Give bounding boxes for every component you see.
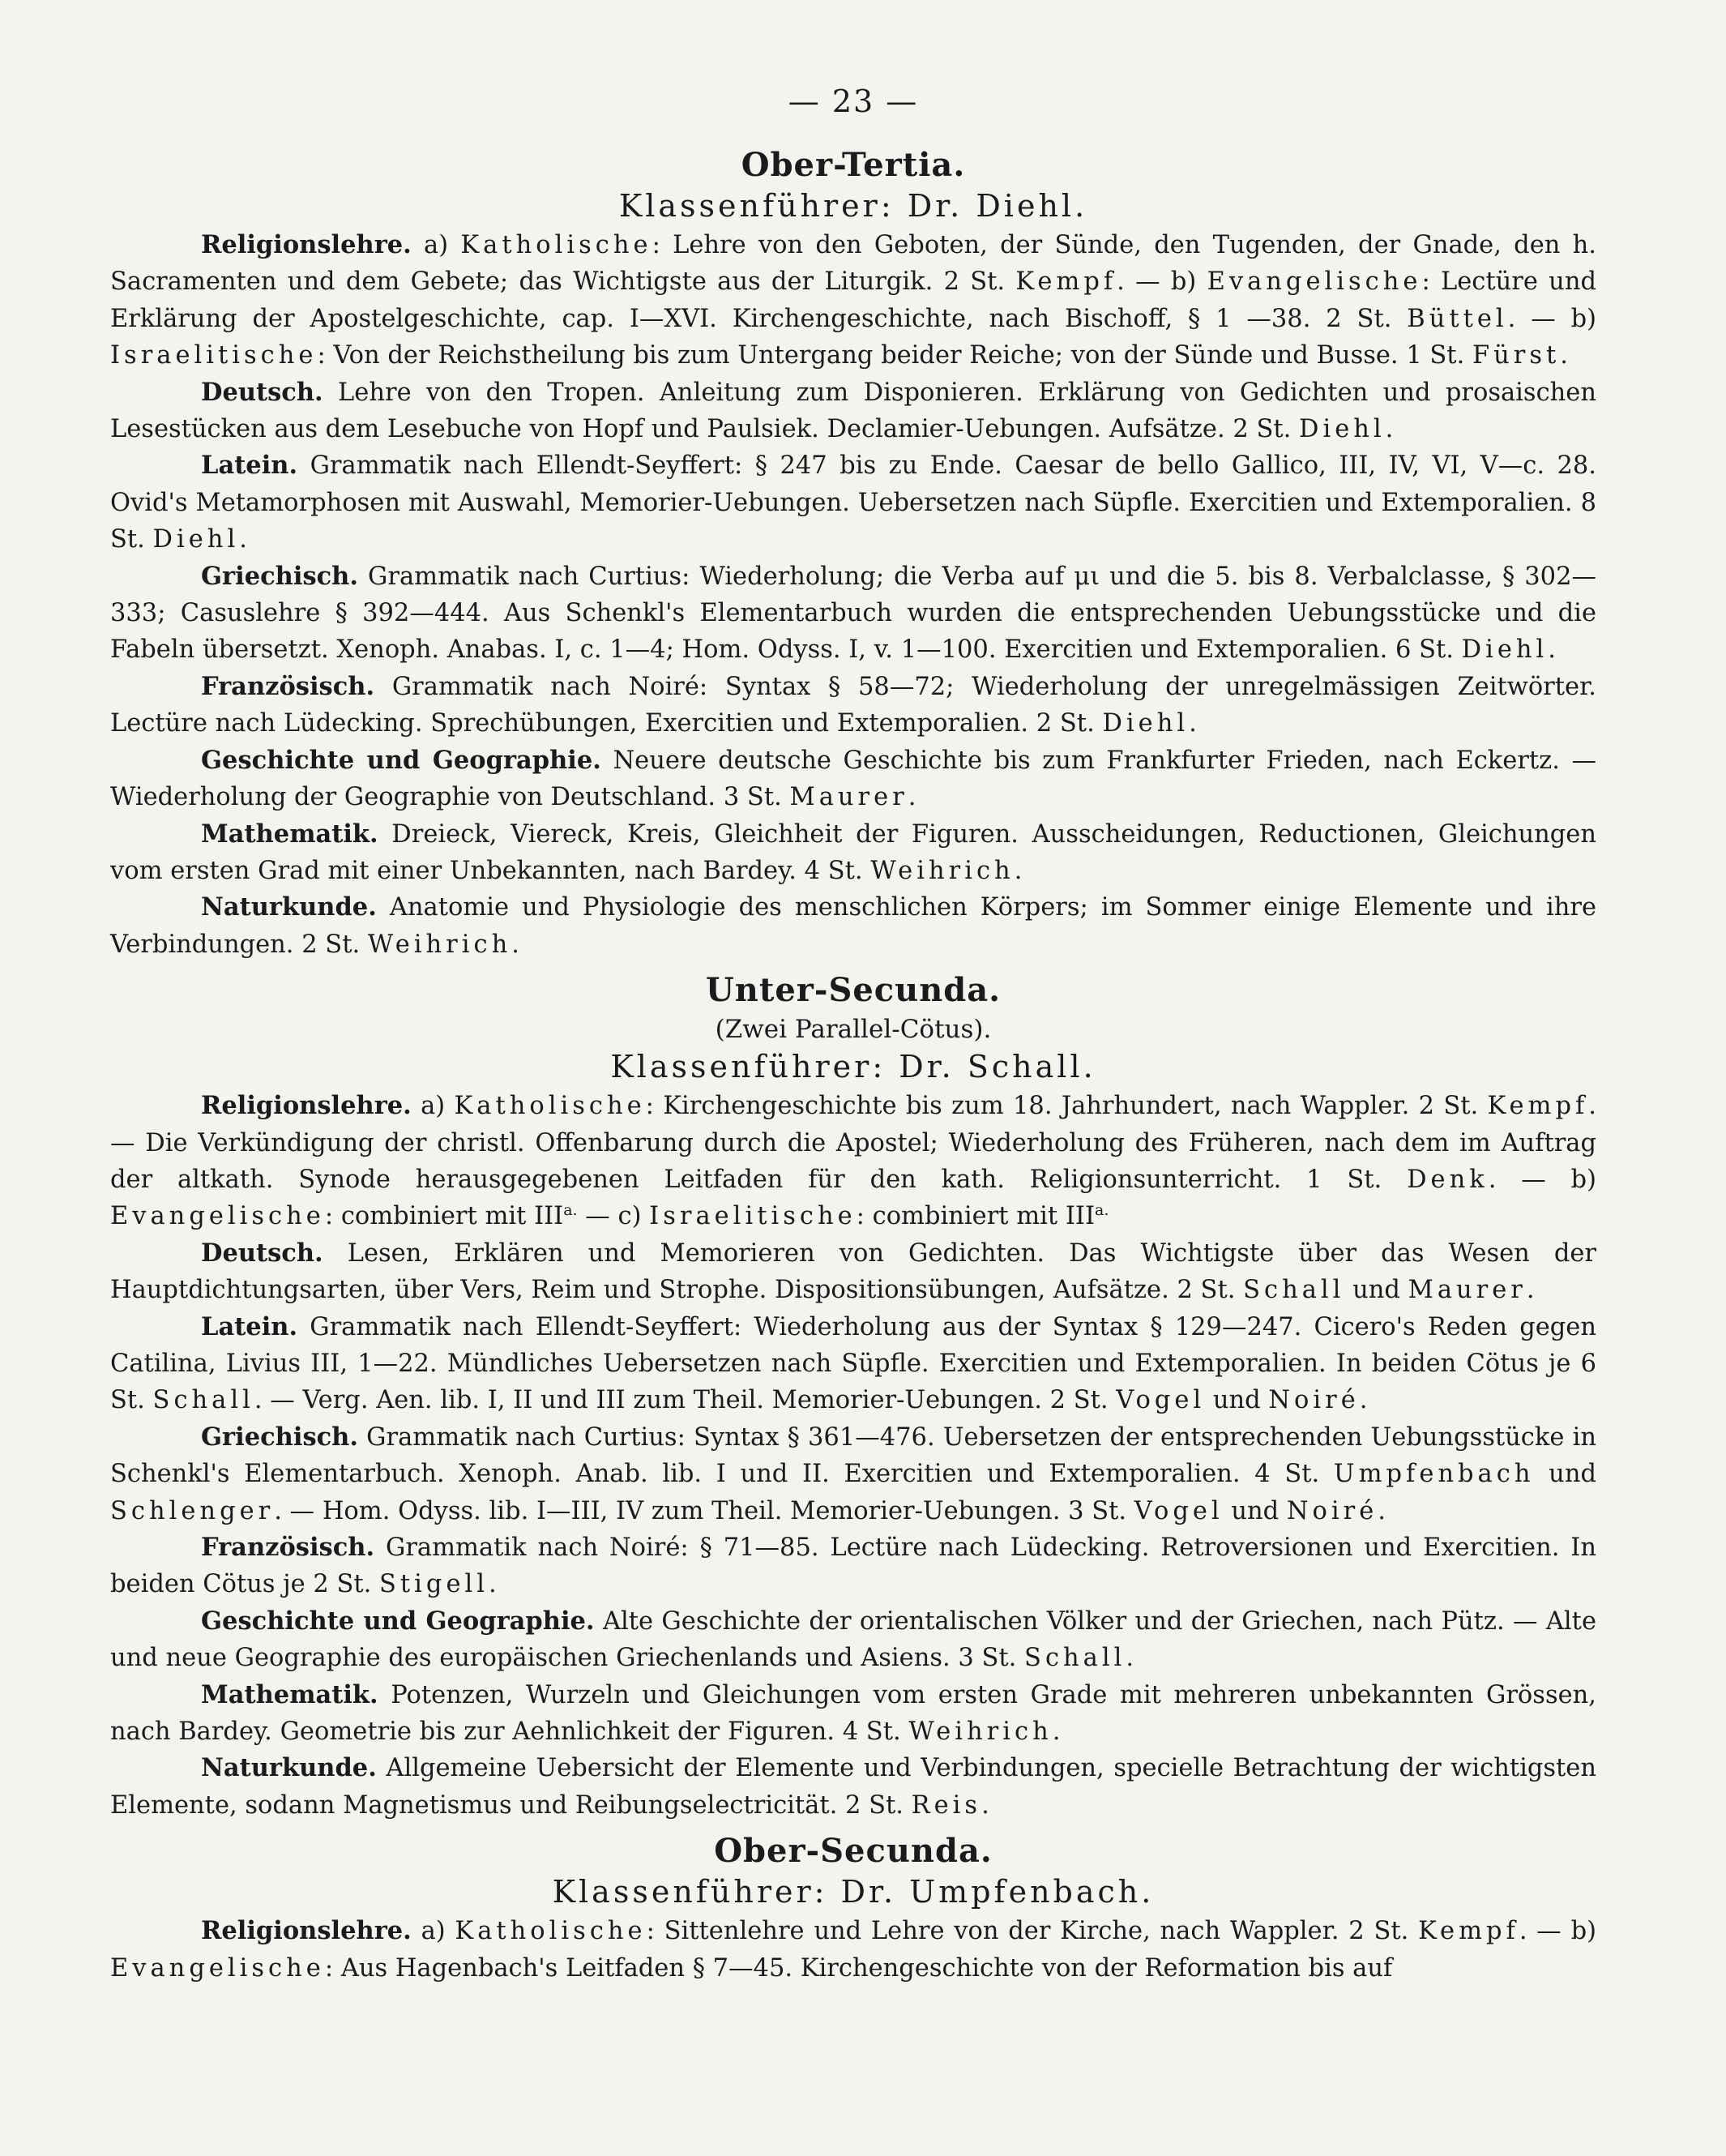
subject-paragraph [110,889,1596,963]
teacher-name: Umpfenbach [1333,1460,1535,1489]
teacher-name: Kempf [1487,1092,1589,1121]
subject-paragraph [110,742,1596,816]
subject-heading: Griechisch. [201,561,358,591]
subject-paragraph [110,1419,1596,1529]
subject-paragraph [110,816,1596,890]
subject-paragraph [110,1913,1596,1987]
paragraph-text: Grammatik nach Curtius: Wiederholung; die Verba auf μι und die 5. bis 8. Verbalclasse, § 302—333; Casuslehre § 392—444. Aus Schenkl's Elementarbuch wurden die entsprechenden Uebungsstücke und die Fabeln übersetzt. Xenoph. Anabas. I, c. 1—4; Hom. Odyss. I, v. 1—100. Exercitien und Extemporalien. 6 St. [110,562,1596,665]
subject-paragraph [110,1235,1596,1309]
teacher-name: Evangelische [1207,267,1422,297]
paragraph-text: Allgemeine Uebersicht der Elemente und Verbindungen, specielle Betrachtung der wichtigsten Elemente, sodann Magnetismus und Reibungselectricität. 2 St. [110,1754,1596,1820]
teacher-name: Schall [1024,1644,1126,1673]
paragraph-text: . [1385,415,1394,444]
teacher-name: Schall [1243,1276,1345,1305]
paragraph-text: und [1344,1276,1408,1305]
subject-heading: Deutsch. [201,377,323,407]
teacher-name: Stigell [379,1570,489,1599]
teacher-name: Denk [1407,1165,1489,1194]
subject-paragraph [110,227,1596,374]
paragraph-text: : Kirchengeschichte bis zum 18. Jahrhundert, nach Wappler. 2 St. [645,1092,1488,1121]
teacher-name: Katholische [455,1917,647,1946]
paragraph-text: Potenzen, Wurzeln und Gleichungen vom ersten Grade mit mehreren unbekannten Grössen, nach Bardey. Geometrie bis zur Aehnlichkeit der Figuren. 4 St. [110,1680,1596,1747]
paragraph-text: Grammatik nach Curtius: Syntax § 361—476. Uebersetzen der entsprechenden Uebungsstücke in Schenkl's Elementarbuch. Xenoph. Anab. lib. I und II. Exercitien und Extemporalien. 4 St. [110,1422,1596,1489]
paragraph-text: . [1560,341,1568,370]
superscript: a. [1095,1201,1109,1220]
teacher-name: Fürst [1472,341,1561,370]
paragraph-text: Anatomie und Physiologie des menschlichen Körpers; im Sommer einige Elemente und ihre Verbindungen. 2 St. [110,893,1596,959]
paragraph-text: und [1223,1496,1287,1525]
teacher-name: Vogel [1134,1496,1224,1525]
paragraph-text: . [1052,1718,1061,1747]
class-leader: Klassenführer: Dr. Diehl. [618,188,1088,224]
teacher-name: Katholische [454,1092,646,1121]
paragraph-text: Grammatik nach Noiré: § 71—85. Lectüre nach Lüdecking. Retroversionen und Exercitien. In beiden Cötus je 2 St. [110,1534,1596,1599]
paragraph-text: a) [411,231,461,259]
paragraph-text: : Von der Reichstheilung bis zum Untergang beider Reiche; von der Sünde und Busse. 1 St. [317,341,1472,370]
subject-paragraph [110,1677,1596,1751]
teacher-name: Kempf [1015,267,1117,297]
teacher-name: Katholische [460,231,652,259]
paragraph-text: Grammatik nach Ellendt-Seyffert: § 247 bis zu Ende. Caesar de bello Gallico, III, IV, VI, V—c. 28. Ovid's Metamorphosen mit Auswahl, Memorier-Uebungen. Uebersetzen nach Süpfle. Exercitien und Extemporalien. 8 St. [110,451,1596,554]
paragraph-text: . — b) [1507,304,1596,333]
teacher-name: Evangelische [110,1953,325,1983]
paragraph-text: und [1205,1386,1269,1415]
paragraph-text: . [981,1790,989,1820]
paragraph-text: . — Hom. Odyss. lib. I—III, IV zum Theil. Memorier-Uebungen. 3 St. [274,1496,1134,1525]
subject-paragraph [110,1529,1596,1603]
paragraph-text: . — b) [1519,1917,1596,1946]
paragraph-text: Dreieck, Viereck, Kreis, Gleichheit der Figuren. Ausscheidungen, Reductionen, Gleichungen vom ersten Grad mit einer Unbekannten, nach Bardey. 4 St. [110,819,1596,885]
class-leader: Klassenführer: Dr. Umpfenbach. [552,1874,1155,1910]
page-number: — 23 — [788,83,919,119]
paragraph-text: Neuere deutsche Geschichte bis zum Frankfurter Frieden, nach Eckertz. — Wiederholung der Geographie von Deutschland. 3 St. [110,746,1596,812]
paragraph-text: . — b) [1488,1165,1596,1194]
teacher-name: Diehl [152,525,240,554]
paragraph-text: Lesen, Erklären und Memorieren von Gedichten. Das Wichtigste über das Wesen der Hauptdichtungsarten, über Vers, Reim und Strophe. Dispositionsübungen, Aufsätze. 2 St. [110,1238,1596,1305]
subject-paragraph [110,1750,1596,1824]
paragraph-text: . [908,783,916,812]
subject-paragraph [110,558,1596,669]
subject-heading: Deutsch. [201,1238,323,1268]
paragraph-text: . [511,930,519,959]
paragraph-text: Lehre von den Tropen. Anleitung zum Disponieren. Erklärung von Gedichten und prosaischen Lesestücken aus dem Lesebuche von Hopf und Paulsiek. Declamier-Uebungen. Aufsätze. 2 St. [110,378,1596,444]
class-leader: Klassenführer: Dr. Schall. [610,1049,1096,1085]
paragraph-text: : Lectüre und Erklärung der Apostelgeschichte, cap. I—XVI. Kirchengeschichte, nach Bischoff, § 1 —38. 2 St. [110,267,1596,333]
teacher-name: Israelitische [649,1202,857,1231]
teacher-name: Maurer [789,783,908,812]
teacher-name: Noiré [1286,1496,1378,1525]
subject-paragraph [110,447,1596,558]
section-title: Ober-Secunda. [714,1832,993,1871]
paragraph-text: und [1534,1460,1596,1489]
subject-heading: Latein. [201,1311,298,1341]
paragraph-text: Grammatik nach Ellendt-Seyffert: Wiederholung aus der Syntax § 129—247. Cicero's Reden gegen Catilina, Livius III, 1—22. Mündliches Uebersetzen nach Süpfle. Exercitien und Extemporalien. In beiden Cötus je 6 St. [110,1312,1596,1415]
teacher-name: Evangelische [110,1202,325,1231]
paragraph-text: Grammatik nach Noiré: Syntax § 58—72; Wiederholung der unregelmässigen Zeitwörter. Lectüre nach Lüdecking. Sprechübungen, Exercitien und Extemporalien. 2 St. [110,672,1596,738]
teacher-name: Maurer [1408,1276,1527,1305]
superscript: a. [563,1201,578,1220]
subject-paragraph [110,1309,1596,1419]
subject-heading: Geschichte und Geographie. [201,1606,595,1636]
subject-heading: Naturkunde. [201,1753,377,1783]
teacher-name: Diehl [1102,709,1190,738]
teacher-name: Schlenger [110,1496,275,1525]
paragraph-text: . — Verg. Aen. lib. I, II und III zum Theil. Memorier-Uebungen. 2 St. [254,1386,1117,1415]
subject-heading: Latein. [201,451,298,481]
paragraph-text: . [1548,635,1556,665]
teacher-name: Noiré [1268,1386,1360,1415]
paragraph-text: : Sittenlehre und Lehre von der Kirche, nach Wappler. 2 St. [646,1917,1419,1946]
subject-heading: Französisch. [201,1533,375,1562]
paragraph-text: . [489,1570,497,1599]
section-title: Unter-Secunda. [705,971,1002,1010]
teacher-name: Weihrich [367,930,512,959]
teacher-name: Vogel [1116,1386,1206,1415]
paragraph-text: : Lehre von den Geboten, der Sünde, den Tugenden, der Gnade, den h. Sacramenten und dem Gebete; das Wichtigste aus der Liturgik. 2 St. [110,231,1596,297]
paragraph-text: . [1126,1644,1134,1673]
paragraph-text: — c) [577,1202,650,1231]
teacher-name: Diehl [1299,415,1386,444]
teacher-name: Schall [152,1386,254,1415]
paragraph-text: . [239,525,247,554]
paragraph-text: . [1359,1386,1368,1415]
paragraph-text: . [1526,1276,1535,1305]
paragraph-text: : combiniert mit III [324,1202,564,1231]
subject-paragraph [110,374,1596,448]
paragraph-text: Alte Geschichte der orientalischen Völker und der Griechen, nach Pütz. — Alte und neue Geographie des europäischen Griechenlands und Asiens. 3 St. [110,1606,1596,1673]
subject-paragraph [110,1088,1596,1235]
teacher-name: Weihrich [870,856,1015,885]
subject-heading: Religionslehre. [201,1916,412,1946]
page-content [110,144,1596,1987]
teacher-name: Kempf [1418,1917,1519,1946]
subject-heading: Naturkunde. [201,892,377,922]
paragraph-text: a) [411,1917,455,1946]
subject-paragraph [110,1603,1596,1677]
subject-heading: Mathematik. [201,1679,378,1709]
subject-heading: Griechisch. [201,1422,358,1452]
paragraph-text: a) [411,1092,455,1121]
paragraph-text: : Aus Hagenbach's Leitfaden § 7—45. Kirchengeschichte von der Reformation bis auf [324,1953,1393,1983]
paragraph-text: . [1378,1496,1386,1525]
subject-heading: Religionslehre. [201,1091,412,1121]
subject-heading: Mathematik. [201,819,378,849]
subject-paragraph [110,669,1596,742]
paragraph-text: . — Die Verkündigung der christl. Offenbarung durch die Apostel; Wiederholung des Früheren, nach dem im Auftrag der altkath. Synode herausgegebenen Leitfaden für den kath. Religionsunterricht. 1 St. [110,1092,1596,1194]
section-title: Ober-Tertia. [741,146,966,184]
teacher-name: Reis [911,1790,982,1820]
paragraph-text: : combiniert mit III [856,1202,1096,1231]
paragraph-text: . [1189,709,1197,738]
teacher-name: Weihrich [908,1718,1053,1747]
subject-heading: Religionslehre. [201,230,412,259]
subject-heading: Geschichte und Geographie. [201,745,601,775]
subject-heading: Französisch. [201,671,375,701]
teacher-name: Diehl [1461,635,1549,665]
paragraph-text: . [1014,856,1023,885]
teacher-name: Israelitische [110,341,318,370]
paragraph-text: . — b) [1117,267,1207,297]
section-subtitle: (Zwei Parallel-Cötus). [715,1015,992,1045]
teacher-name: Büttel [1407,304,1508,333]
